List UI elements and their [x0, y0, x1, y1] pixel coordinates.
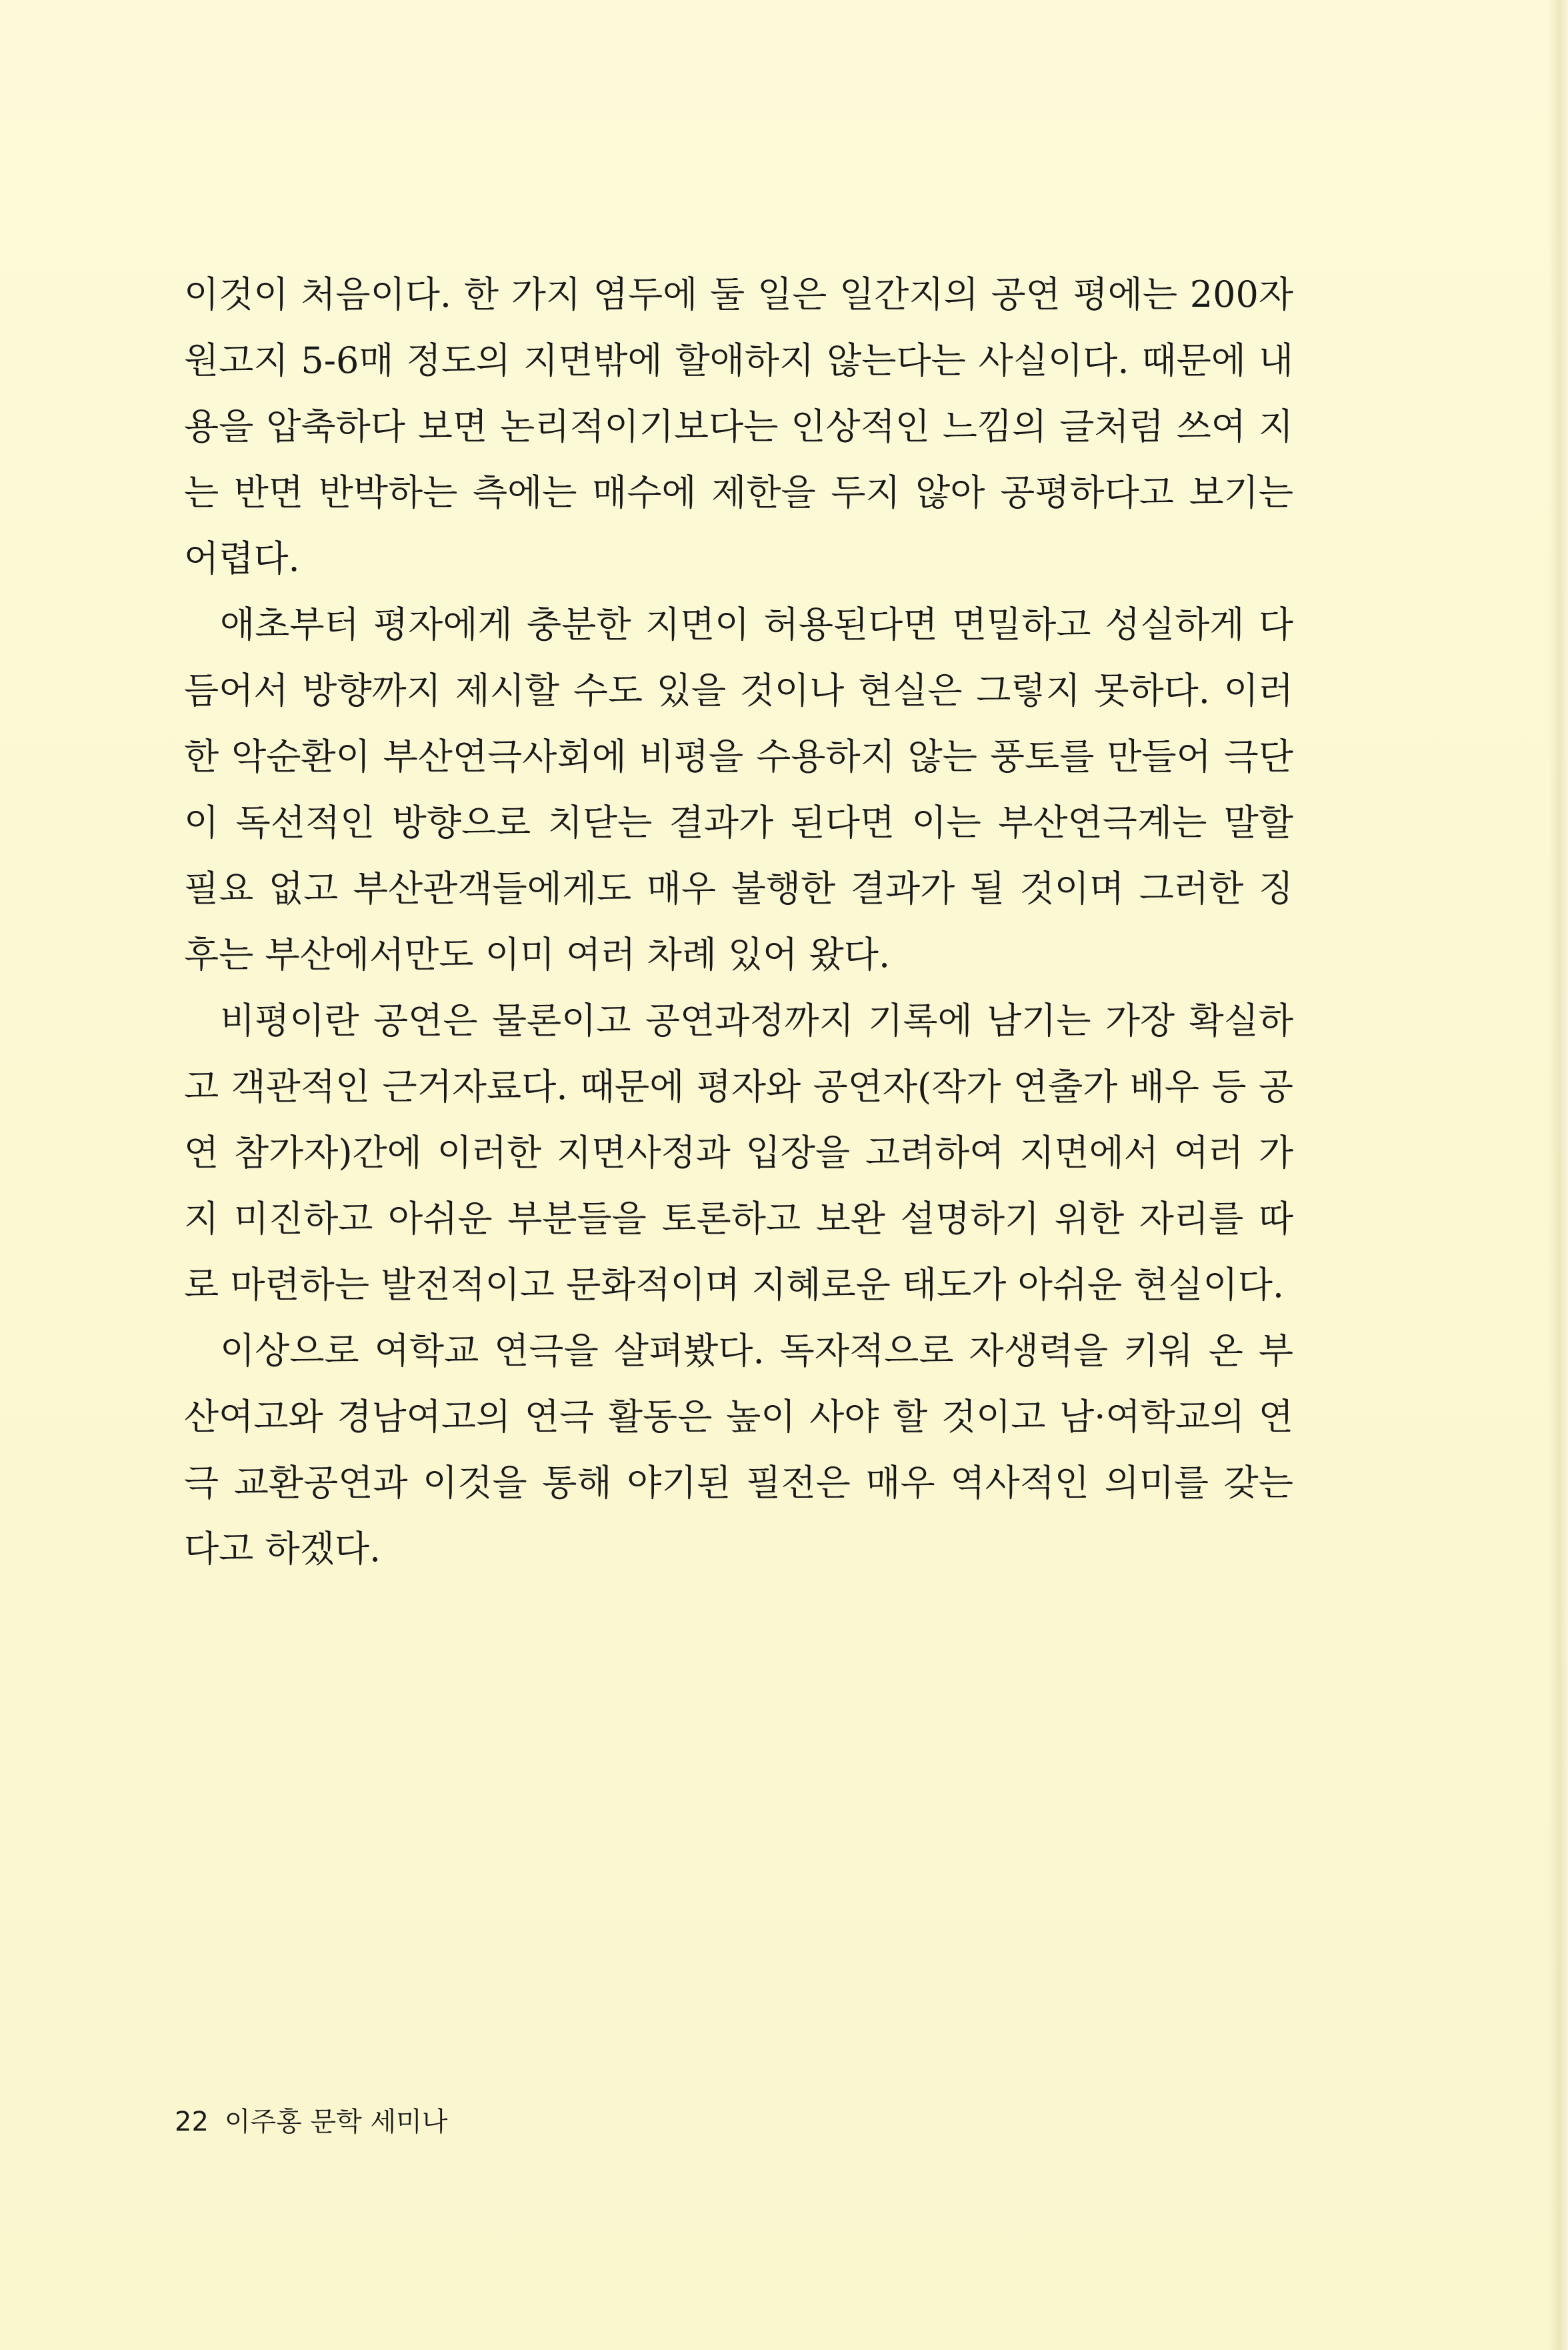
paragraph-2: 애초부터 평자에게 충분한 지면이 허용된다면 면밀하고 성실하게 다듬어서 방향까지 제시할 수도 있을 것이나 현실은 그렇지 못하다. 이러한 악순환이 부산연극사회에 비평을 수용하지 않는 풍토를 만들어 극단이 독선적인 방향으로 치닫는 결과가 된다면 이는 부산연극계는 말할 필요 없고 부산관객들에게도 매우 불행한 결과가 될 것이며 그러한 징후는 부산에서만도 이미 여러 차례 있어 왔다.: [184, 604, 1293, 976]
paragraph-4: 이상으로 여학교 연극을 살펴봤다. 독자적으로 자생력을 키워 온 부산여고와 경남여고의 연극 활동은 높이 사야 할 것이고 남·여학교의 연극 교환공연과 이것을 통해 야기된 필전은 매우 역사적인 의미를 갖는다고 하겠다.: [184, 1330, 1293, 1570]
page-edge: [1548, 0, 1568, 2350]
body-text: [184, 261, 1293, 1582]
book-title: 이주홍 문학 세미나: [224, 2107, 448, 2137]
paragraph-1: 이것이 처음이다. 한 가지 염두에 둘 일은 일간지의 공연 평에는 200자 원고지 5-6매 정도의 지면밖에 할애하지 않는다는 사실이다. 때문에 내용을 압축하다 보면 논리적이기보다는 인상적인 느낌의 글처럼 쓰여 지는 반면 반박하는 측에는 매수에 제한을 두지 않아 공평하다고 보기는 어렵다.: [184, 273, 1293, 579]
page-footer: [175, 2101, 447, 2139]
page-number: 22: [175, 2107, 209, 2137]
paragraph-3: 비평이란 공연은 물론이고 공연과정까지 기록에 남기는 가장 확실하고 객관적인 근거자료다. 때문에 평자와 공연자(작가 연출가 배우 등 공연 참가자)간에 이러한 지면사정과 입장을 고려하여 지면에서 여러 가지 미진하고 아쉬운 부분들을 토론하고 보완 설명하기 위한 자리를 따로 마련하는 발전적이고 문화적이며 지혜로운 태도가 아쉬운 현실이다.: [184, 1000, 1293, 1306]
